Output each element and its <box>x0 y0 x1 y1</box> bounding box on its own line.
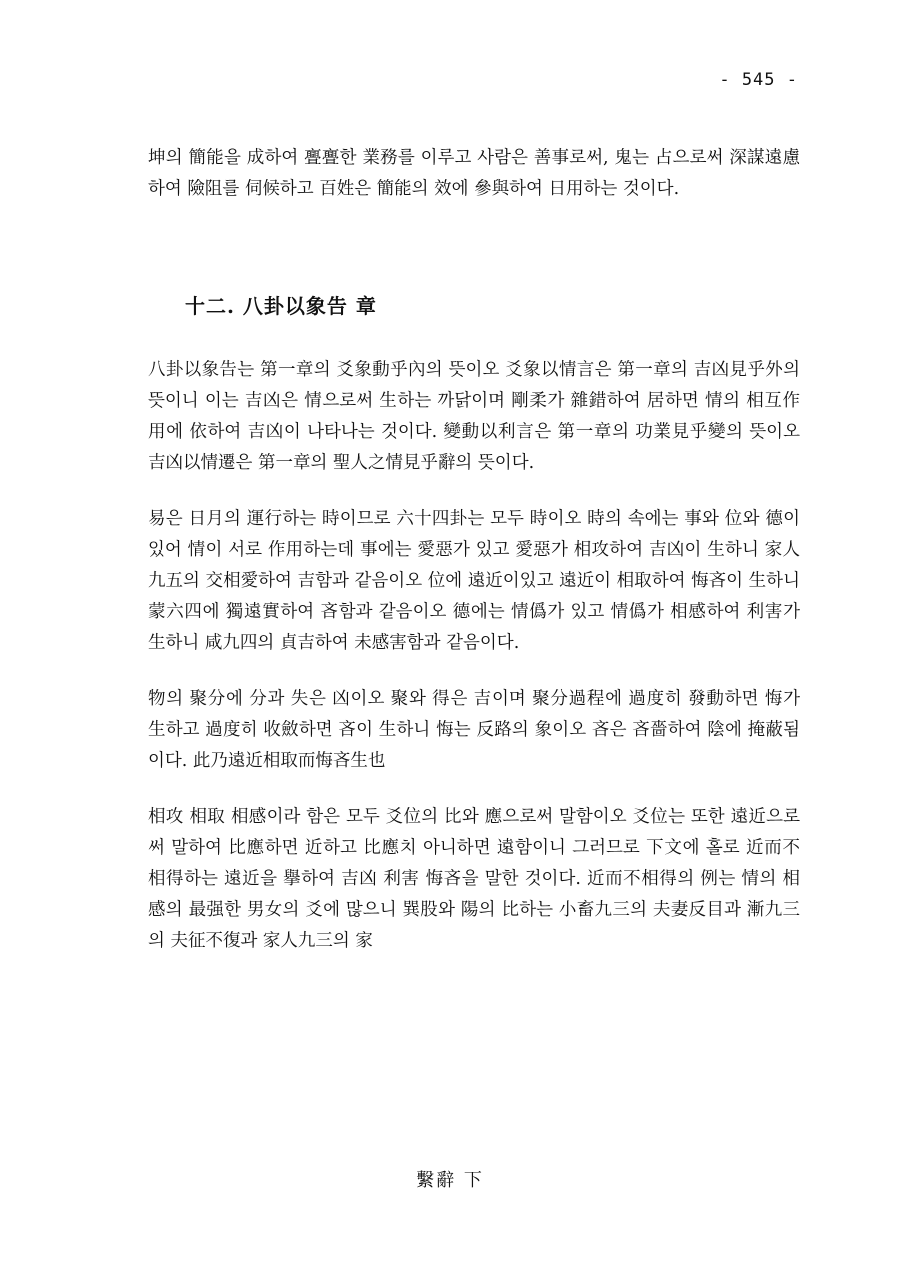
running-footer: 繫辭 下 <box>416 1170 484 1191</box>
intro-paragraph: 坤의 簡能을 成하여 亹亹한 業務를 이루고 사람은 善事로써, 鬼는 占으로써 深謀遠慮하여 險阻를 伺候하고 百姓은 簡能의 效에 參與하여 日用하는 것이다. <box>148 148 800 199</box>
page-number: - 545 - <box>719 70 798 90</box>
paragraph-2: 易은 日月의 運行하는 時이므로 六十四卦는 모두 時이오 時의 속에는 事와 位와 德이 있어 情이 서로 作用하는데 事에는 愛惡가 있고 愛惡가 相攻하여 吉凶이 生하니 家人九五의 交相愛하여 吉함과 같음이오 位에 遠近이있고 遠近이 相取하여 悔吝이 生하니 蒙六四에 獨遠實하여 吝함과 같음이오 德에는 情僞가 있고 情僞가 相感하여 利害가 生하니 咸九四의 貞吉하여 未感害함과 같음이다. <box>148 509 800 653</box>
paragraph-4: 相攻 相取 相感이라 함은 모두 爻位의 比와 應으로써 말함이오 爻位는 또한 遠近으로써 말하여 比應하면 近하고 比應치 아니하면 遠함이니 그러므로 下文에 홀로 近而不相得하는 遠近을 擧하여 吉凶 利害 悔吝을 말한 것이다. 近而不相得의 例는 情의 相感의 最强한 男女의 爻에 많으니 巽股와 陽의 比하는 小畜九三의 夫妻反目과 漸九三의 夫征不復과 家人九三의 家 <box>148 807 800 951</box>
paragraph-1: 八卦以象告는 第一章의 爻象動乎內의 뜻이오 爻象以情言은 第一章의 吉凶見乎外의 뜻이니 이는 吉凶은 情으로써 生하는 까닭이며 剛柔가 雜錯하여 居하면 情의 相互作用에 依하여 吉凶이 나타나는 것이다. 變動以利言은 第一章의 功業見乎變의 뜻이오 吉凶以情遷은 第一章의 聖人之情見乎辭의 뜻이다. <box>148 360 800 473</box>
section-heading: 十二. 八卦以象告 章 <box>185 294 377 318</box>
page-body <box>148 143 800 957</box>
paragraph-3: 物의 聚分에 分과 失은 凶이오 聚와 得은 吉이며 聚分過程에 過度히 發動하면 悔가 生하고 過度히 收斂하면 吝이 生하니 悔는 反路의 象이오 吝은 吝嗇하여 陰에 掩蔽됨이다. 此乃遠近相取而悔吝生也 <box>148 689 800 771</box>
